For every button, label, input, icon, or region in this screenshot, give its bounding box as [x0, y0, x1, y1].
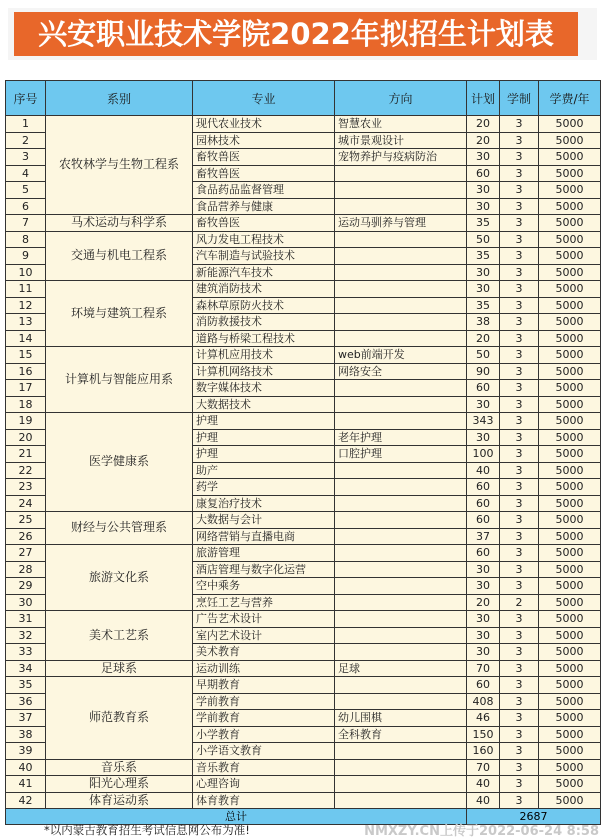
cell-years: 3 — [500, 545, 539, 562]
cell-seq: 42 — [6, 792, 46, 809]
header-plan: 计划 — [467, 81, 500, 116]
cell-major: 大数据技术 — [193, 396, 335, 413]
cell-years: 3 — [500, 561, 539, 578]
cell-dept: 环境与建筑工程系 — [46, 281, 193, 347]
cell-major: 空中乘务 — [193, 578, 335, 595]
cell-fee: 5000 — [539, 116, 601, 133]
cell-plan: 20 — [467, 116, 500, 133]
page-title: 兴安职业技术学院2022年拟招生计划表 — [14, 12, 578, 56]
cell-direction — [335, 314, 467, 331]
cell-seq: 35 — [6, 677, 46, 694]
cell-fee: 5000 — [539, 495, 601, 512]
cell-seq: 30 — [6, 594, 46, 611]
cell-seq: 9 — [6, 248, 46, 265]
cell-direction — [335, 479, 467, 496]
cell-plan: 30 — [467, 627, 500, 644]
cell-major: 美术教育 — [193, 644, 335, 661]
header-years: 学制 — [500, 81, 539, 116]
cell-plan: 40 — [467, 776, 500, 793]
cell-years: 3 — [500, 116, 539, 133]
cell-dept: 医学健康系 — [46, 413, 193, 512]
cell-fee: 5000 — [539, 396, 601, 413]
cell-plan: 160 — [467, 743, 500, 760]
cell-fee: 5000 — [539, 215, 601, 232]
cell-direction — [335, 248, 467, 265]
cell-years: 3 — [500, 314, 539, 331]
cell-seq: 12 — [6, 297, 46, 314]
cell-plan: 30 — [467, 429, 500, 446]
cell-fee: 5000 — [539, 611, 601, 628]
total-label: 总计 — [6, 809, 467, 825]
cell-dept: 财经与公共管理系 — [46, 512, 193, 545]
cell-plan: 30 — [467, 264, 500, 281]
cell-direction: 城市景观设计 — [335, 132, 467, 149]
total-value: 2687 — [467, 809, 601, 825]
cell-plan: 20 — [467, 330, 500, 347]
cell-seq: 24 — [6, 495, 46, 512]
cell-seq: 5 — [6, 182, 46, 199]
cell-fee: 5000 — [539, 231, 601, 248]
cell-major: 小学语文教育 — [193, 743, 335, 760]
cell-plan: 37 — [467, 528, 500, 545]
cell-seq: 6 — [6, 198, 46, 215]
cell-direction — [335, 165, 467, 182]
cell-seq: 40 — [6, 759, 46, 776]
cell-direction: 运动马驯养与管理 — [335, 215, 467, 232]
cell-direction: 口腔护理 — [335, 446, 467, 463]
cell-fee: 5000 — [539, 594, 601, 611]
cell-seq: 17 — [6, 380, 46, 397]
cell-seq: 1 — [6, 116, 46, 133]
cell-years: 2 — [500, 594, 539, 611]
cell-years: 3 — [500, 462, 539, 479]
cell-direction: 网络安全 — [335, 363, 467, 380]
cell-fee: 5000 — [539, 347, 601, 364]
header-dept: 系别 — [46, 81, 193, 116]
cell-fee: 5000 — [539, 165, 601, 182]
cell-years: 3 — [500, 495, 539, 512]
cell-direction — [335, 792, 467, 809]
cell-major: 护理 — [193, 429, 335, 446]
cell-plan: 60 — [467, 479, 500, 496]
cell-direction — [335, 380, 467, 397]
cell-fee: 5000 — [539, 578, 601, 595]
cell-fee: 5000 — [539, 446, 601, 463]
cell-major: 室内艺术设计 — [193, 627, 335, 644]
cell-plan: 38 — [467, 314, 500, 331]
cell-direction: 智慧农业 — [335, 116, 467, 133]
cell-plan: 30 — [467, 561, 500, 578]
cell-direction — [335, 578, 467, 595]
cell-fee: 5000 — [539, 264, 601, 281]
cell-major: 早期教育 — [193, 677, 335, 694]
cell-seq: 27 — [6, 545, 46, 562]
cell-major: 畜牧兽医 — [193, 165, 335, 182]
table-row — [6, 413, 601, 430]
cell-fee: 5000 — [539, 545, 601, 562]
cell-plan: 60 — [467, 677, 500, 694]
header-fee: 学费/年 — [539, 81, 601, 116]
cell-years: 3 — [500, 710, 539, 727]
cell-major: 酒店管理与数字化运营 — [193, 561, 335, 578]
cell-major: 护理 — [193, 413, 335, 430]
cell-seq: 22 — [6, 462, 46, 479]
cell-years: 3 — [500, 759, 539, 776]
table-row — [6, 512, 601, 529]
cell-dept: 计算机与智能应用系 — [46, 347, 193, 413]
cell-fee: 5000 — [539, 182, 601, 199]
cell-years: 3 — [500, 363, 539, 380]
cell-major: 药学 — [193, 479, 335, 496]
cell-major: 风力发电工程技术 — [193, 231, 335, 248]
cell-fee: 5000 — [539, 512, 601, 529]
cell-seq: 15 — [6, 347, 46, 364]
cell-fee: 5000 — [539, 726, 601, 743]
cell-fee: 5000 — [539, 743, 601, 760]
table-row — [6, 215, 601, 232]
cell-years: 3 — [500, 396, 539, 413]
cell-years: 3 — [500, 149, 539, 166]
cell-years: 3 — [500, 429, 539, 446]
cell-major: 食品药品监督管理 — [193, 182, 335, 199]
cell-plan: 408 — [467, 693, 500, 710]
table-row — [6, 611, 601, 628]
cell-direction — [335, 264, 467, 281]
cell-major: 现代农业技术 — [193, 116, 335, 133]
enrollment-plan-table — [5, 80, 601, 825]
cell-direction — [335, 677, 467, 694]
cell-direction — [335, 759, 467, 776]
cell-seq: 28 — [6, 561, 46, 578]
upload-watermark: NMXZY.CN上传于2022-06-24 8:58 — [364, 824, 599, 839]
cell-major: 消防救援技术 — [193, 314, 335, 331]
cell-major: 广告艺术设计 — [193, 611, 335, 628]
cell-seq: 14 — [6, 330, 46, 347]
cell-fee: 5000 — [539, 660, 601, 677]
table-row — [6, 660, 601, 677]
cell-seq: 19 — [6, 413, 46, 430]
cell-years: 3 — [500, 281, 539, 298]
cell-major: 园林技术 — [193, 132, 335, 149]
cell-fee: 5000 — [539, 314, 601, 331]
cell-fee: 5000 — [539, 561, 601, 578]
cell-major: 新能源汽车技术 — [193, 264, 335, 281]
cell-seq: 3 — [6, 149, 46, 166]
cell-direction — [335, 330, 467, 347]
cell-plan: 70 — [467, 660, 500, 677]
cell-plan: 50 — [467, 347, 500, 364]
cell-plan: 343 — [467, 413, 500, 430]
cell-major: 大数据与会计 — [193, 512, 335, 529]
cell-plan: 40 — [467, 462, 500, 479]
cell-years: 3 — [500, 413, 539, 430]
cell-seq: 18 — [6, 396, 46, 413]
cell-direction — [335, 594, 467, 611]
cell-plan: 70 — [467, 759, 500, 776]
cell-years: 3 — [500, 644, 539, 661]
cell-years: 3 — [500, 578, 539, 595]
cell-years: 3 — [500, 248, 539, 265]
cell-plan: 90 — [467, 363, 500, 380]
cell-seq: 2 — [6, 132, 46, 149]
cell-major: 计算机应用技术 — [193, 347, 335, 364]
cell-direction: web前端开发 — [335, 347, 467, 364]
cell-plan: 50 — [467, 231, 500, 248]
cell-direction — [335, 545, 467, 562]
cell-major: 助产 — [193, 462, 335, 479]
cell-direction — [335, 231, 467, 248]
cell-direction: 足球 — [335, 660, 467, 677]
cell-major: 学前教育 — [193, 693, 335, 710]
cell-direction: 幼儿围棋 — [335, 710, 467, 727]
cell-seq: 34 — [6, 660, 46, 677]
cell-dept: 交通与机电工程系 — [46, 231, 193, 281]
cell-years: 3 — [500, 198, 539, 215]
cell-fee: 5000 — [539, 792, 601, 809]
footnote: *以内蒙古教育招生考试信息网公布为准! — [44, 823, 250, 837]
cell-major: 网络营销与直播电商 — [193, 528, 335, 545]
cell-seq: 36 — [6, 693, 46, 710]
cell-years: 3 — [500, 743, 539, 760]
cell-plan: 30 — [467, 198, 500, 215]
header-seq: 序号 — [6, 81, 46, 116]
cell-major: 森林草原防火技术 — [193, 297, 335, 314]
cell-years: 3 — [500, 330, 539, 347]
cell-plan: 46 — [467, 710, 500, 727]
cell-direction: 老年护理 — [335, 429, 467, 446]
cell-major: 数字媒体技术 — [193, 380, 335, 397]
cell-plan: 30 — [467, 611, 500, 628]
cell-direction — [335, 743, 467, 760]
table-row — [6, 792, 601, 809]
cell-years: 3 — [500, 611, 539, 628]
cell-plan: 35 — [467, 248, 500, 265]
cell-major: 运动训练 — [193, 660, 335, 677]
cell-direction — [335, 627, 467, 644]
cell-plan: 30 — [467, 281, 500, 298]
cell-fee: 5000 — [539, 528, 601, 545]
cell-major: 心理咨询 — [193, 776, 335, 793]
table-header-row — [6, 81, 601, 116]
cell-direction — [335, 528, 467, 545]
cell-seq: 10 — [6, 264, 46, 281]
cell-major: 计算机网络技术 — [193, 363, 335, 380]
cell-fee: 5000 — [539, 281, 601, 298]
cell-seq: 33 — [6, 644, 46, 661]
cell-plan: 60 — [467, 512, 500, 529]
cell-dept: 体育运动系 — [46, 792, 193, 809]
cell-direction — [335, 495, 467, 512]
cell-direction — [335, 693, 467, 710]
cell-fee: 5000 — [539, 429, 601, 446]
cell-seq: 8 — [6, 231, 46, 248]
cell-major: 护理 — [193, 446, 335, 463]
cell-years: 3 — [500, 660, 539, 677]
cell-dept: 农牧林学与生物工程系 — [46, 116, 193, 215]
cell-years: 3 — [500, 512, 539, 529]
cell-major: 小学教育 — [193, 726, 335, 743]
cell-dept: 旅游文化系 — [46, 545, 193, 611]
cell-direction — [335, 776, 467, 793]
cell-dept: 音乐系 — [46, 759, 193, 776]
cell-years: 3 — [500, 693, 539, 710]
cell-major: 建筑消防技术 — [193, 281, 335, 298]
cell-fee: 5000 — [539, 149, 601, 166]
cell-fee: 5000 — [539, 462, 601, 479]
cell-plan: 20 — [467, 594, 500, 611]
cell-major: 旅游管理 — [193, 545, 335, 562]
cell-seq: 26 — [6, 528, 46, 545]
cell-plan: 40 — [467, 792, 500, 809]
cell-plan: 30 — [467, 644, 500, 661]
cell-fee: 5000 — [539, 710, 601, 727]
cell-direction — [335, 396, 467, 413]
cell-seq: 23 — [6, 479, 46, 496]
cell-fee: 5000 — [539, 776, 601, 793]
cell-major: 畜牧兽医 — [193, 149, 335, 166]
cell-years: 3 — [500, 215, 539, 232]
cell-years: 3 — [500, 132, 539, 149]
cell-years: 3 — [500, 347, 539, 364]
cell-seq: 16 — [6, 363, 46, 380]
cell-plan: 35 — [467, 215, 500, 232]
cell-fee: 5000 — [539, 759, 601, 776]
cell-dept: 足球系 — [46, 660, 193, 677]
cell-fee: 5000 — [539, 198, 601, 215]
cell-plan: 35 — [467, 297, 500, 314]
cell-years: 3 — [500, 479, 539, 496]
cell-years: 3 — [500, 182, 539, 199]
cell-major: 体育教育 — [193, 792, 335, 809]
cell-fee: 5000 — [539, 380, 601, 397]
cell-seq: 38 — [6, 726, 46, 743]
cell-seq: 39 — [6, 743, 46, 760]
cell-major: 康复治疗技术 — [193, 495, 335, 512]
cell-plan: 20 — [467, 132, 500, 149]
cell-plan: 60 — [467, 380, 500, 397]
cell-fee: 5000 — [539, 248, 601, 265]
cell-fee: 5000 — [539, 693, 601, 710]
cell-seq: 25 — [6, 512, 46, 529]
cell-direction — [335, 281, 467, 298]
table-row — [6, 759, 601, 776]
cell-seq: 20 — [6, 429, 46, 446]
cell-fee: 5000 — [539, 627, 601, 644]
cell-seq: 7 — [6, 215, 46, 232]
cell-dept: 马术运动与科学系 — [46, 215, 193, 232]
cell-dept: 美术工艺系 — [46, 611, 193, 661]
cell-fee: 5000 — [539, 330, 601, 347]
cell-years: 3 — [500, 627, 539, 644]
cell-seq: 11 — [6, 281, 46, 298]
cell-years: 3 — [500, 677, 539, 694]
cell-plan: 30 — [467, 182, 500, 199]
table-row — [6, 231, 601, 248]
cell-major: 学前教育 — [193, 710, 335, 727]
cell-direction — [335, 512, 467, 529]
cell-direction — [335, 297, 467, 314]
cell-direction — [335, 611, 467, 628]
header-direction: 方向 — [335, 81, 467, 116]
cell-years: 3 — [500, 446, 539, 463]
cell-fee: 5000 — [539, 677, 601, 694]
cell-seq: 13 — [6, 314, 46, 331]
cell-direction — [335, 413, 467, 430]
cell-dept: 师范教育系 — [46, 677, 193, 760]
cell-dept: 阳光心理系 — [46, 776, 193, 793]
cell-major: 食品营养与健康 — [193, 198, 335, 215]
cell-fee: 5000 — [539, 644, 601, 661]
header-major: 专业 — [193, 81, 335, 116]
cell-major: 烹饪工艺与营养 — [193, 594, 335, 611]
cell-plan: 60 — [467, 165, 500, 182]
cell-seq: 31 — [6, 611, 46, 628]
table-row — [6, 545, 601, 562]
cell-years: 3 — [500, 264, 539, 281]
cell-major: 汽车制造与试验技术 — [193, 248, 335, 265]
cell-years: 3 — [500, 380, 539, 397]
cell-fee: 5000 — [539, 363, 601, 380]
cell-seq: 29 — [6, 578, 46, 595]
cell-plan: 60 — [467, 495, 500, 512]
cell-seq: 4 — [6, 165, 46, 182]
cell-direction — [335, 182, 467, 199]
cell-seq: 37 — [6, 710, 46, 727]
table-row — [6, 281, 601, 298]
cell-direction — [335, 561, 467, 578]
cell-years: 3 — [500, 792, 539, 809]
cell-plan: 100 — [467, 446, 500, 463]
cell-direction: 宠物养护与疫病防治 — [335, 149, 467, 166]
cell-plan: 150 — [467, 726, 500, 743]
table-row — [6, 347, 601, 364]
cell-major: 道路与桥梁工程技术 — [193, 330, 335, 347]
cell-major: 畜牧兽医 — [193, 215, 335, 232]
cell-years: 3 — [500, 297, 539, 314]
cell-years: 3 — [500, 776, 539, 793]
cell-fee: 5000 — [539, 479, 601, 496]
cell-plan: 30 — [467, 578, 500, 595]
cell-plan: 60 — [467, 545, 500, 562]
cell-seq: 32 — [6, 627, 46, 644]
cell-years: 3 — [500, 165, 539, 182]
cell-direction: 全科教育 — [335, 726, 467, 743]
cell-seq: 21 — [6, 446, 46, 463]
cell-fee: 5000 — [539, 132, 601, 149]
cell-plan: 30 — [467, 149, 500, 166]
table-row — [6, 776, 601, 793]
table-row — [6, 677, 601, 694]
cell-years: 3 — [500, 231, 539, 248]
cell-years: 3 — [500, 528, 539, 545]
cell-major: 音乐教育 — [193, 759, 335, 776]
cell-direction — [335, 198, 467, 215]
cell-seq: 41 — [6, 776, 46, 793]
cell-years: 3 — [500, 726, 539, 743]
cell-direction — [335, 644, 467, 661]
cell-plan: 30 — [467, 396, 500, 413]
table-row — [6, 116, 601, 133]
cell-fee: 5000 — [539, 297, 601, 314]
cell-direction — [335, 462, 467, 479]
cell-fee: 5000 — [539, 413, 601, 430]
